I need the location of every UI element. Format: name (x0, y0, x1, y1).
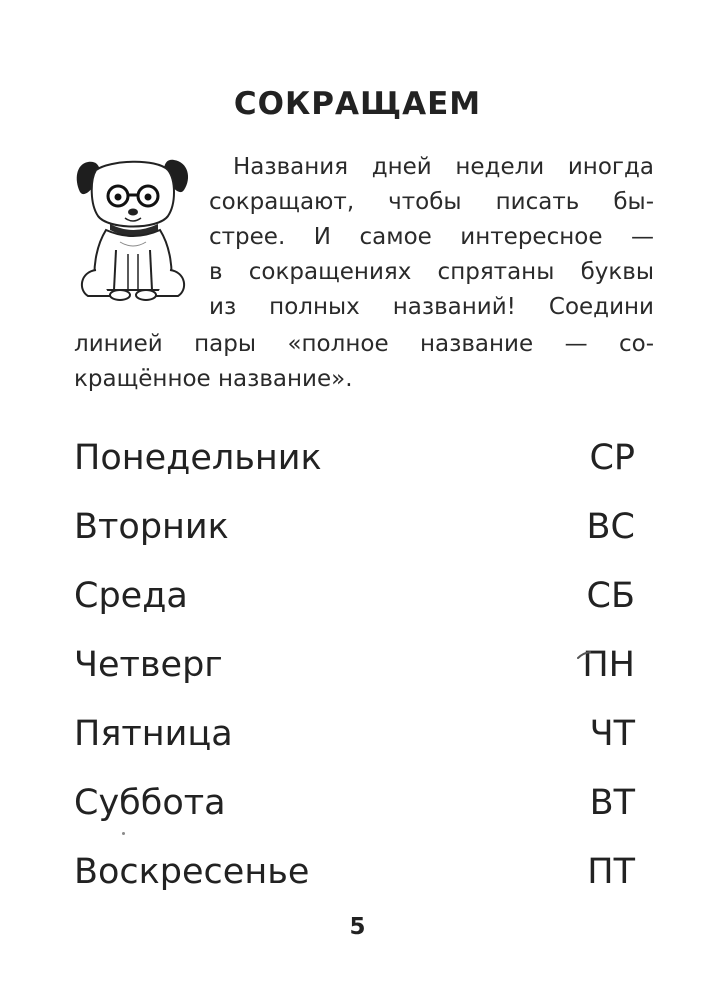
page-number: 5 (349, 914, 366, 940)
day-full-tuesday: Вторник (74, 507, 229, 547)
puppy-with-glasses-icon (70, 150, 195, 305)
day-full-sunday: Воскресенье (74, 852, 310, 892)
day-short-2: ВС (586, 507, 635, 547)
day-full-monday: Понедельник (74, 438, 322, 478)
day-full-thursday: Четверг (74, 645, 223, 685)
day-short-3: СБ (586, 576, 635, 616)
intro-line-5: из полных названий! Соедини (209, 294, 654, 320)
intro-line-1: Названия дней недели иногда (233, 154, 654, 180)
paper-speck (122, 832, 125, 835)
day-short-6: ВТ (589, 783, 635, 823)
intro-line-2: сокращают, чтобы писать бы- (209, 189, 654, 215)
day-full-friday: Пятница (74, 714, 233, 754)
day-short-5: ЧТ (589, 714, 635, 754)
intro-line-4: в сокращениях спрятаны буквы (209, 259, 654, 285)
day-short-4: ПН (582, 645, 635, 685)
intro-line-3: стрее. И самое интересное — (209, 224, 654, 250)
page-title: СОКРАЩАЕМ (233, 86, 482, 122)
day-full-saturday: Суббота (74, 783, 226, 823)
day-short-7: ПТ (587, 852, 635, 892)
intro-line-7: кращённое название». (74, 366, 353, 392)
pencil-stroke-mark (577, 650, 591, 664)
day-short-1: СР (589, 438, 635, 478)
day-full-wednesday: Среда (74, 576, 188, 616)
intro-line-6: линией пары «полное название — со- (74, 331, 654, 357)
